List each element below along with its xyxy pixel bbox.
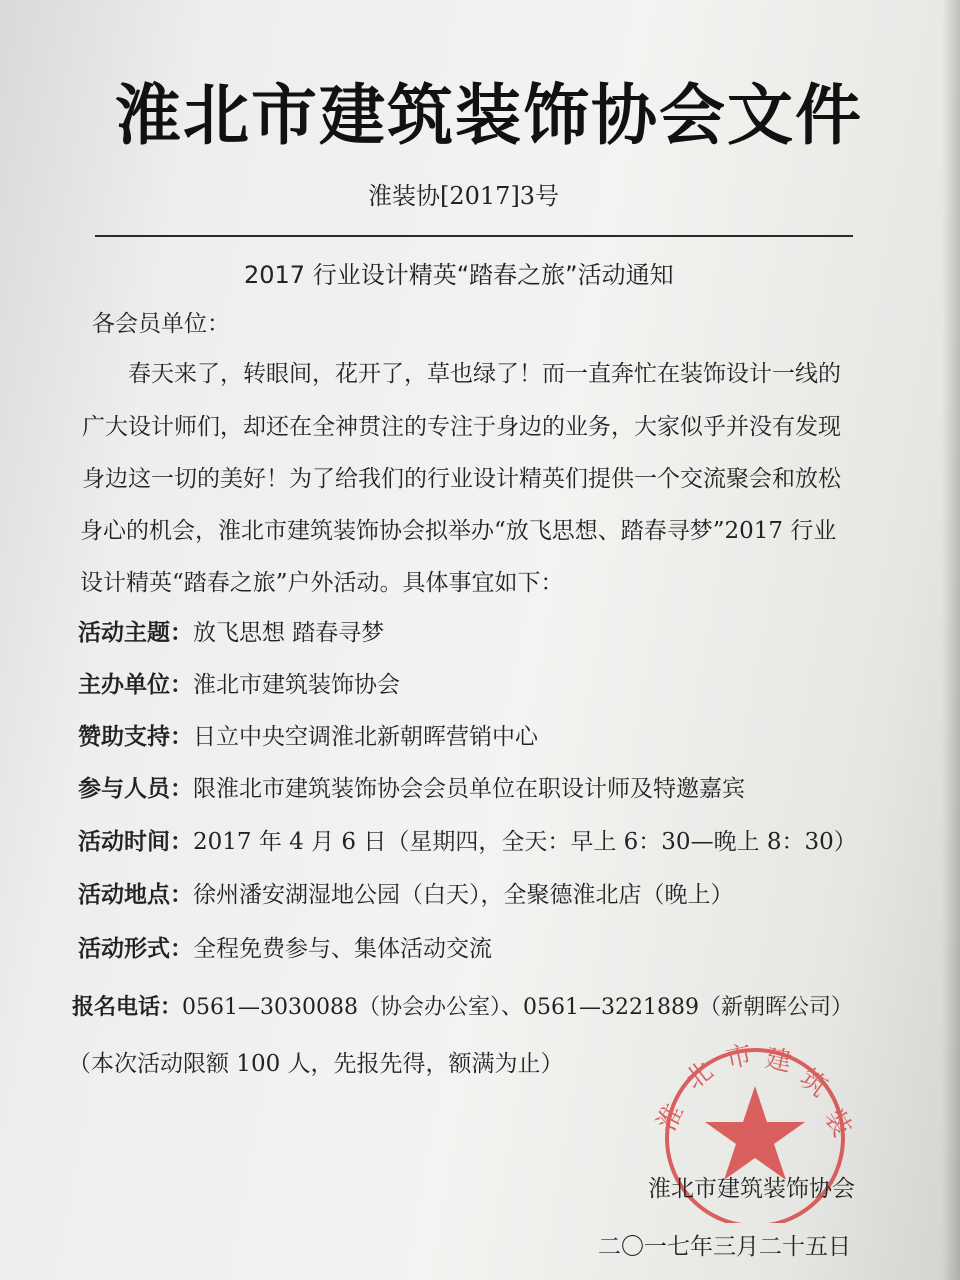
notice-title: 2017 行业设计精英“踏春之旅”活动通知 [244, 261, 674, 289]
field-value: 放飞思想 踏春寻梦 [193, 620, 385, 646]
page-edge-shadow [942, 0, 960, 1280]
signature-organization: 淮北市建筑装饰协会 [648, 1176, 855, 1202]
field-value: 0561—3030088（协会办公室）、0561—3221889（新朝晖公司） [182, 995, 853, 1020]
field-label: 活动时间： [78, 829, 193, 855]
field-label: 活动形式： [78, 936, 193, 962]
svg-text:淮: 淮 [651, 1099, 691, 1137]
svg-text:筑: 筑 [793, 1063, 833, 1103]
field-label: 报名电话： [72, 995, 183, 1020]
field-value: 全程免费参与、集体活动交流 [193, 936, 492, 962]
field-label: 活动地点： [78, 882, 193, 908]
paragraph-line: 身边这一切的美好！为了给我们的行业设计精英们提供一个交流聚会和放松 [82, 466, 841, 492]
field-value: 限淮北市建筑装饰协会会员单位在职设计师及特邀嘉宾 [193, 776, 745, 802]
document-header-title: 淮北市建筑装饰协会文件 [115, 77, 863, 154]
field-activity-time [78, 823, 857, 856]
field-label: 主办单位： [78, 672, 193, 698]
svg-text:北: 北 [679, 1055, 719, 1096]
field-registration-phone [72, 990, 853, 1021]
field-value: 2017 年 4 月 6 日（星期四，全天：早上 6：30—晚上 8：30） [193, 829, 857, 855]
paragraph-line: 广大设计师们，却还在全神贯注的专注于身边的业务，大家似乎并没有发现 [82, 414, 841, 440]
field-label: 参与人员： [78, 776, 193, 802]
field-label: 赞助支持： [78, 724, 193, 750]
salutation: 各会员单位： [92, 311, 230, 337]
header-divider [95, 235, 853, 237]
field-location [78, 876, 734, 909]
svg-text:建: 建 [762, 1043, 795, 1079]
field-participants [78, 770, 745, 803]
field-organizer [78, 666, 400, 699]
field-value: 日立中央空调淮北新朝晖营销中心 [193, 724, 538, 750]
field-label: 活动主题： [78, 620, 193, 646]
signature-date: 二〇一七年三月二十五日 [598, 1234, 851, 1260]
paragraph-line: 设计精英“踏春之旅”户外活动。具体事宜如下： [80, 570, 564, 596]
paragraph-line: 身心的机会，淮北市建筑装饰协会拟举办“放飞思想、踏春寻梦”2017 行业 [80, 518, 837, 544]
field-sponsor [78, 718, 538, 751]
seal-star [705, 1086, 805, 1180]
quota-note: （本次活动限额 100 人，先报先得，额满为止） [68, 1051, 564, 1077]
document-number: 淮装协[2017]3号 [368, 182, 560, 210]
svg-text:市: 市 [723, 1040, 755, 1075]
field-value: 淮北市建筑装饰协会 [193, 672, 400, 698]
field-activity-format [78, 930, 492, 963]
svg-text:装: 装 [817, 1104, 857, 1143]
paragraph-line: 春天来了，转眼间，花开了，草也绿了！而一直奔忙在装饰设计一线的 [128, 361, 841, 387]
field-activity-theme [78, 614, 384, 647]
field-value: 徐州潘安湖湿地公园（白天），全聚德淮北店（晚上） [193, 882, 734, 908]
